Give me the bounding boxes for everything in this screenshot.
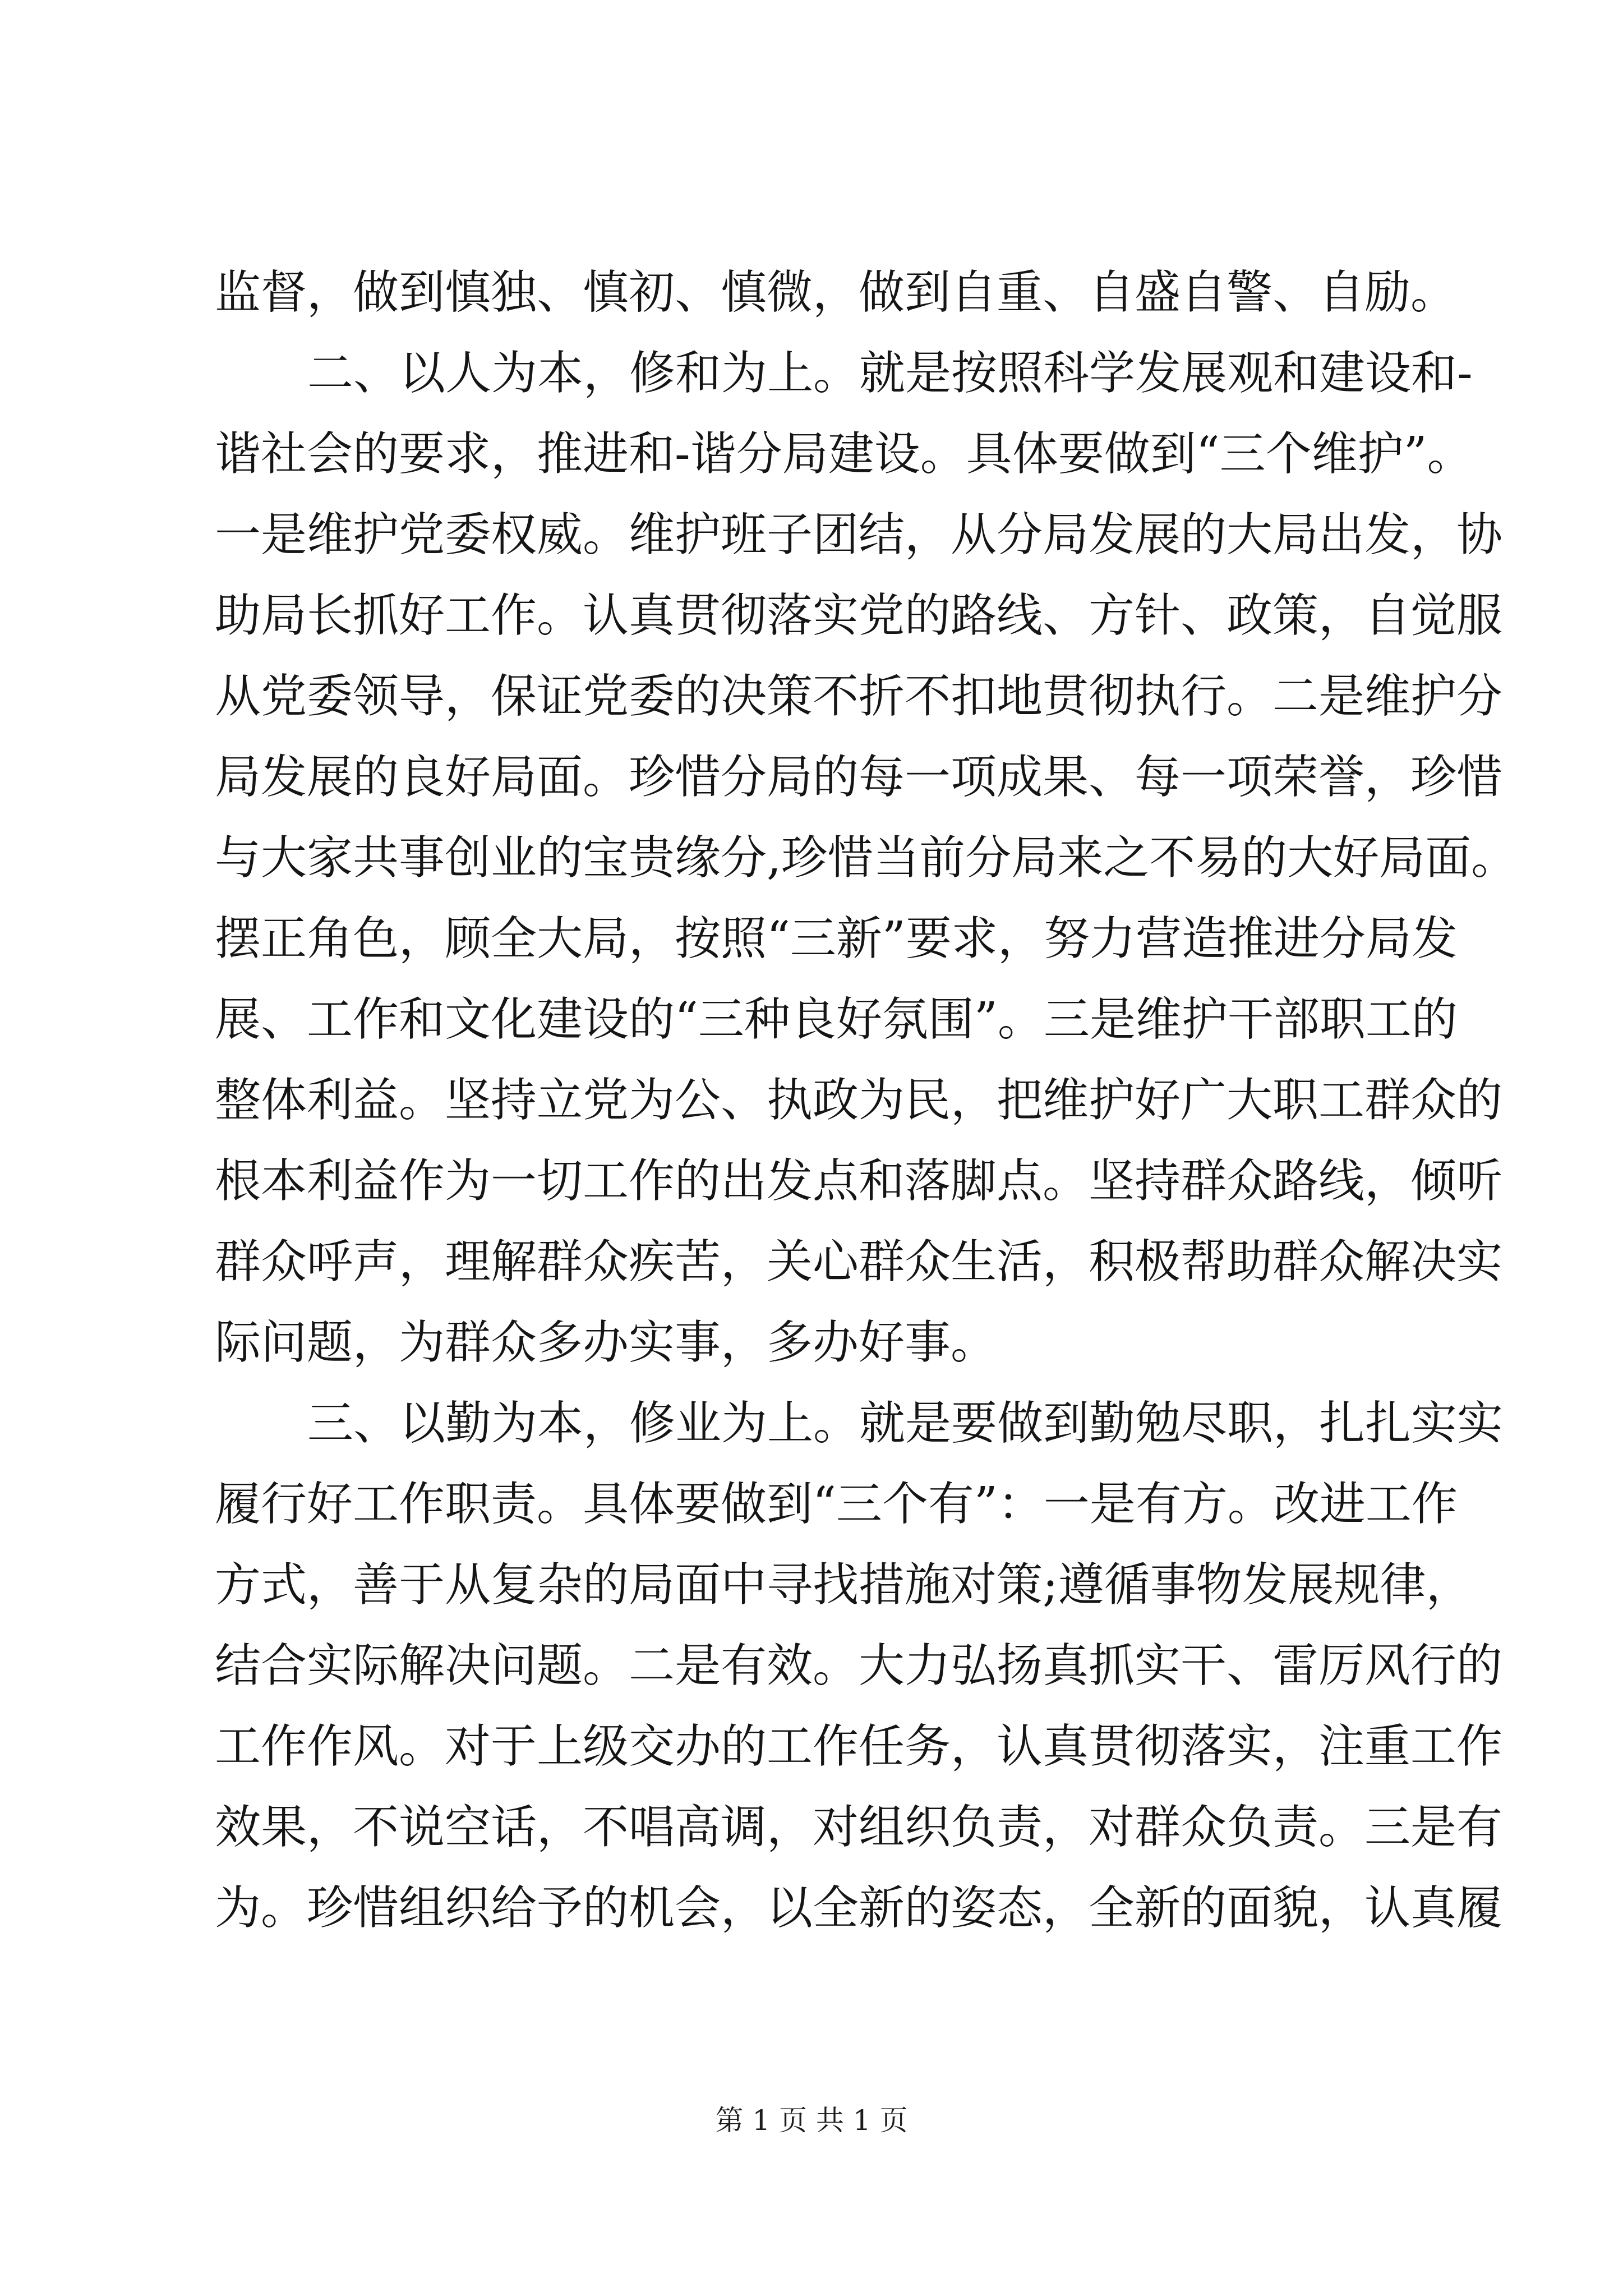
- text-line: 群众呼声，理解群众疾苦，关心群众生活，积极帮助群众解决实: [215, 1235, 1503, 1289]
- text-line: 方式，善于从复杂的局面中寻找措施对策;遵循事物发展规律，: [215, 1558, 1472, 1612]
- text-line: 从党委领导，保证党委的决策不折不扣地贯彻执行。二是维护分: [215, 670, 1503, 723]
- text-line: 一是维护党委权威。维护班子团结，从分局发展的大局出发，协: [215, 508, 1503, 562]
- paragraph-start-line: 三、以勤为本，修业为上。就是要做到勤勉尽职，扎扎实实: [307, 1397, 1504, 1450]
- text-line: 工作作风。对于上级交办的工作任务，认真贯彻落实，注重工作: [215, 1720, 1503, 1773]
- text-line: 根本利益作为一切工作的出发点和落脚点。坚持群众路线，倾听: [215, 1154, 1503, 1208]
- text-line: 际问题，为群众多办实事，多办好事。: [215, 1316, 997, 1369]
- text-line: 效果，不说空话，不唱高调，对组织负责，对群众负责。三是有: [215, 1801, 1503, 1854]
- text-line: 整体利益。坚持立党为公、执政为民，把维护好广大职工群众的: [215, 1074, 1503, 1127]
- text-line: 谐社会的要求，推进和-谐分局建设。具体要做到“三个维护”。: [215, 427, 1473, 481]
- text-line: 展、工作和文化建设的“三种良好氛围”。三是维护干部职工的: [215, 993, 1458, 1046]
- page-number-footer: 第 1 页 共 1 页: [715, 2104, 908, 2137]
- text-line: 监督，做到慎独、慎初、慎微，做到自重、自盛自警、自励。: [215, 266, 1457, 319]
- text-line: 履行好工作职责。具体要做到“三个有”：一是有方。改进工作: [215, 1478, 1458, 1531]
- text-line: 助局长抓好工作。认真贯彻落实党的路线、方针、政策，自觉服: [215, 589, 1503, 642]
- text-line: 与大家共事创业的宝贵缘分,珍惜当前分局来之不易的大好局面。: [215, 831, 1518, 885]
- text-line: 局发展的良好局面。珍惜分局的每一项成果、每一项荣誉，珍惜: [215, 751, 1503, 804]
- text-line: 摆正角色，顾全大局，按照“三新”要求，努力营造推进分局发: [215, 912, 1458, 965]
- paragraph-start-line: 二、以人为本，修和为上。就是按照科学发展观和建设和-: [307, 347, 1473, 400]
- text-line: 为。珍惜组织给予的机会，以全新的姿态，全新的面貌，认真履: [215, 1881, 1503, 1935]
- text-line: 结合实际解决问题。二是有效。大力弘扬真抓实干、雷厉风行的: [215, 1639, 1503, 1692]
